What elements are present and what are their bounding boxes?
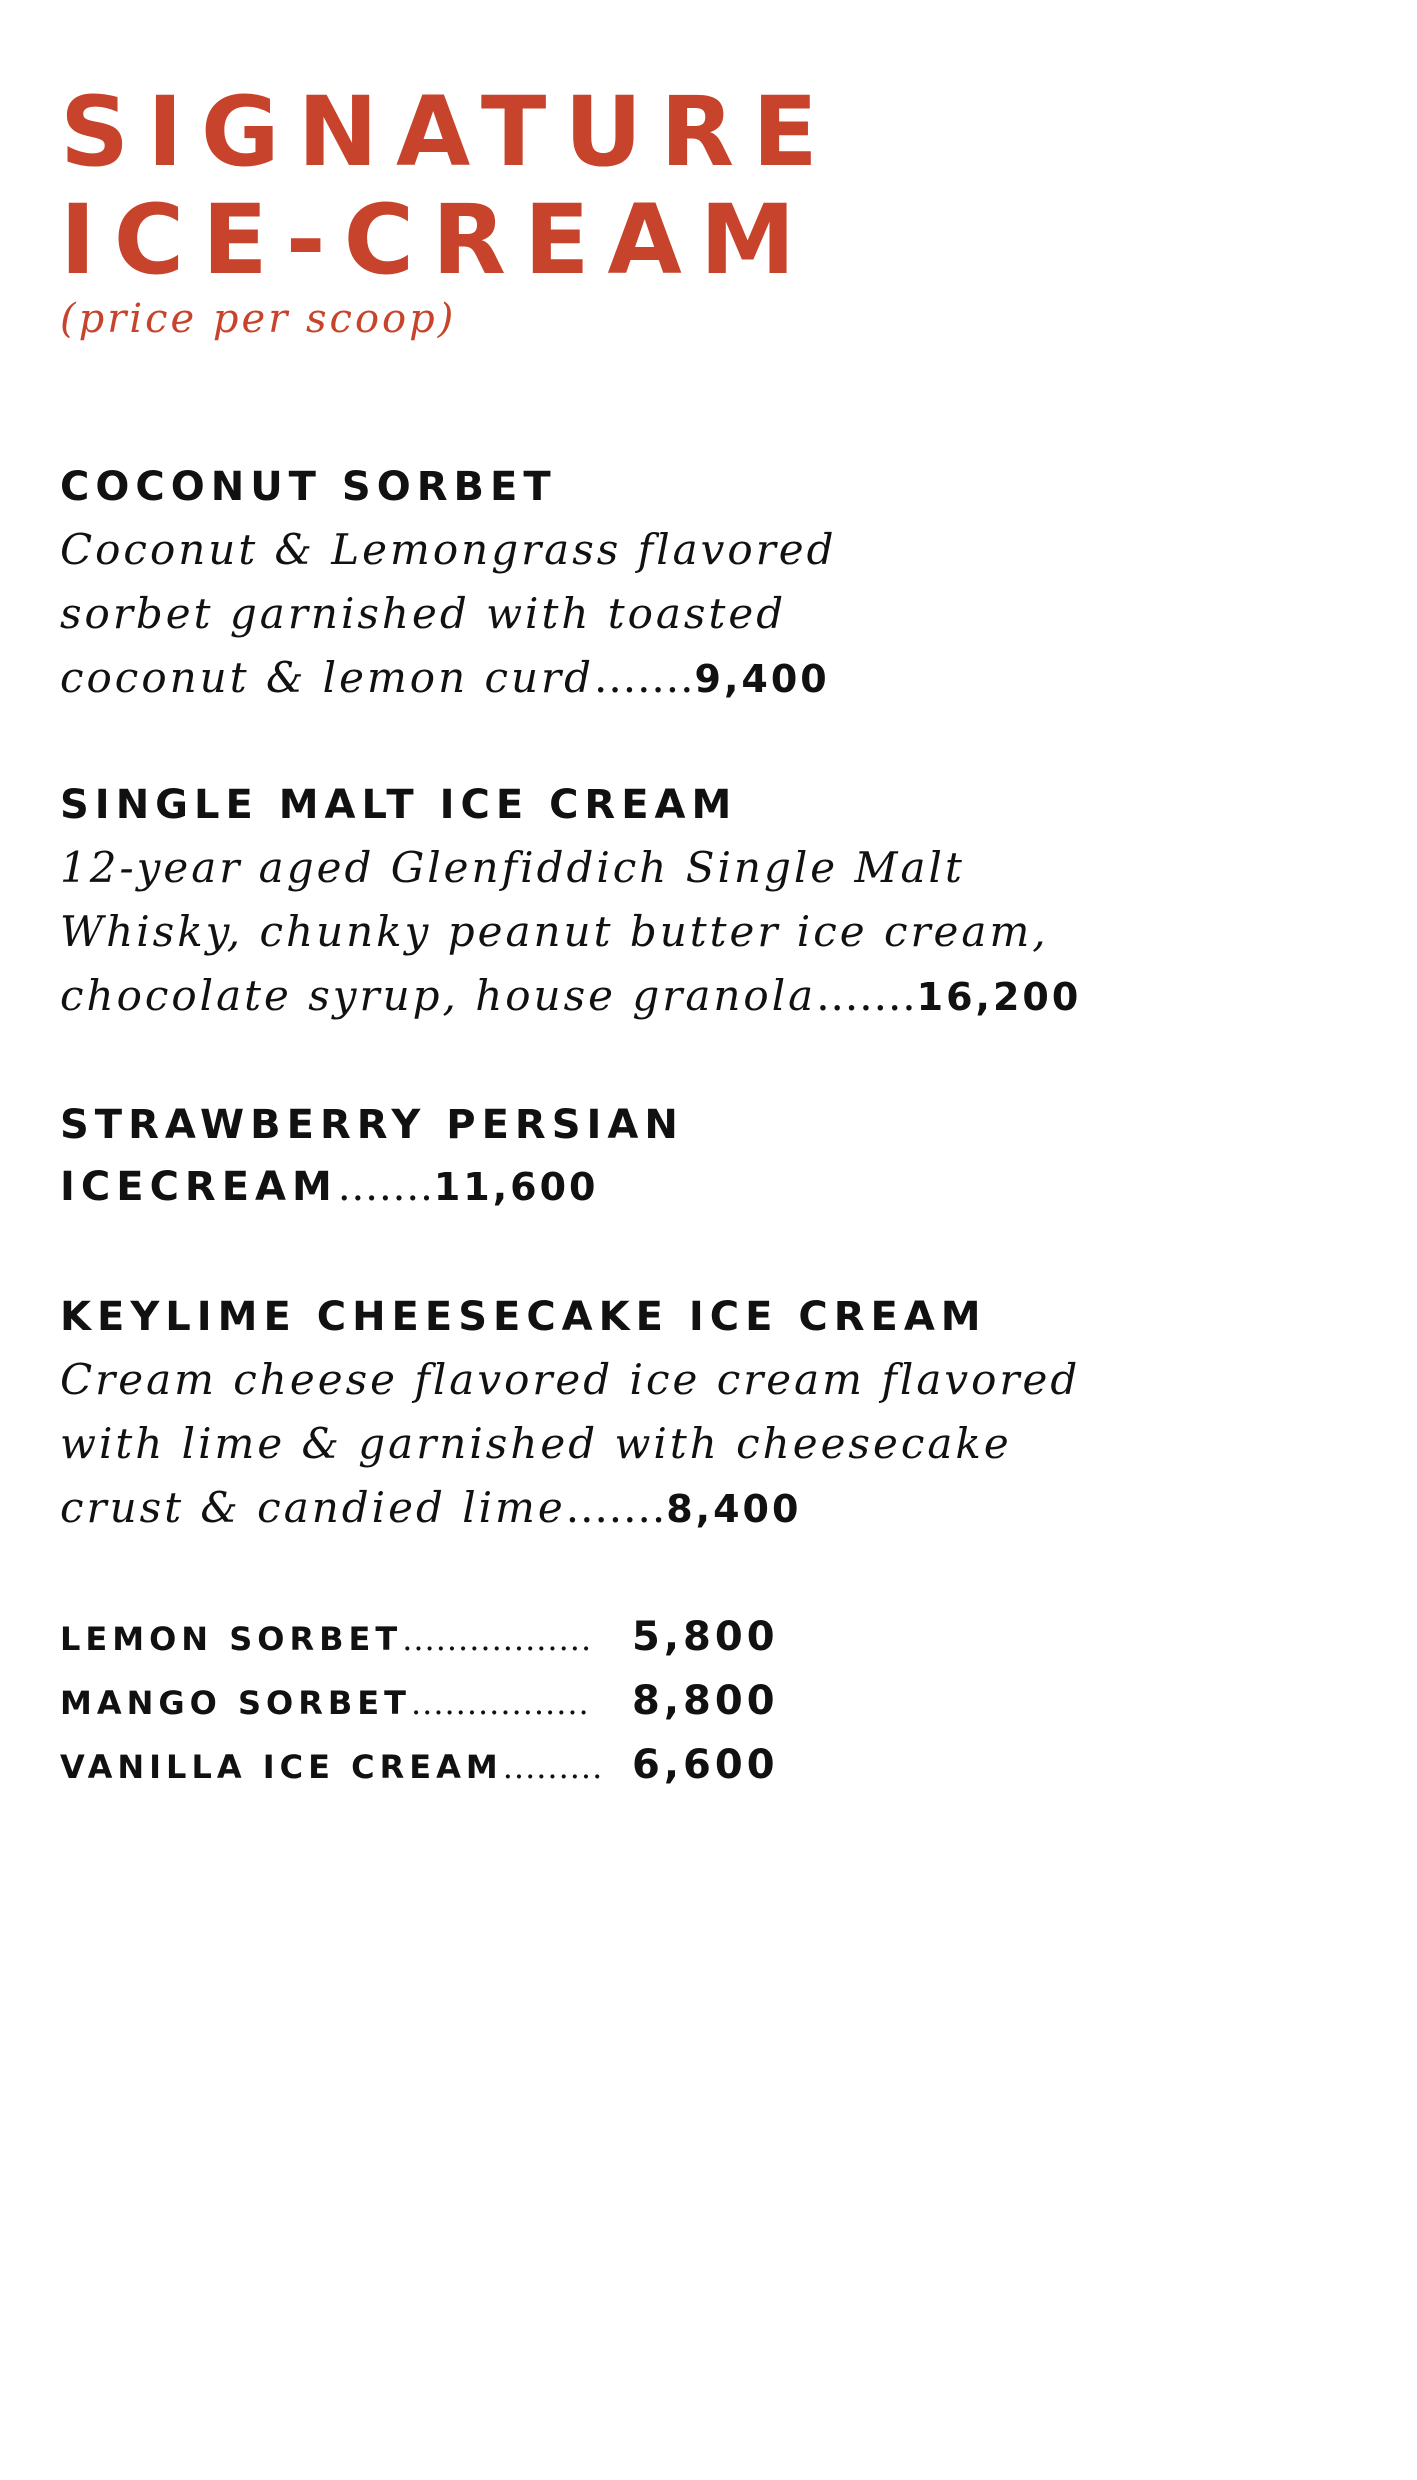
item-name: COCONUT SORBET [60, 464, 557, 510]
item-name-text: ICECREAM [60, 1164, 338, 1210]
list-item-name: MANGO SORBET [60, 1684, 411, 1722]
menu-title-line-1: SIGNATURE [60, 76, 836, 188]
item-description-line [60, 964, 1160, 1029]
leader-dots: ....... [816, 971, 917, 1020]
item-description-text: crust & candied lime [60, 1483, 566, 1532]
list-item-price: 8,800 [632, 1678, 779, 1724]
list-item-name-wrap [60, 1684, 590, 1722]
item-name-line: STRAWBERRY PERSIAN [60, 1102, 684, 1148]
item-description [60, 1348, 1160, 1541]
list-item-price: 6,600 [632, 1742, 779, 1788]
item-description-line: Coconut & Lemongrass flavored [60, 525, 837, 574]
menu-item-strawberry-persian [60, 1094, 1160, 1218]
item-price: 9,400 [694, 657, 830, 701]
item-price: 8,400 [666, 1487, 802, 1531]
item-description-line [60, 646, 1160, 711]
item-description-line: with lime & garnished with cheesecake [60, 1419, 1012, 1468]
leader-dots: ....... [565, 1483, 667, 1532]
item-description-line: Cream cheese flavored ice cream flavored [60, 1355, 1081, 1404]
item-description-text: chocolate syrup, house granola [60, 971, 817, 1020]
leader-dots: ....... [594, 653, 695, 702]
leader-dots: ......... [502, 1748, 604, 1786]
list-item [60, 1676, 960, 1740]
item-description-text: coconut & lemon curd [60, 653, 595, 702]
list-item-name-wrap [60, 1620, 592, 1658]
item-description [60, 836, 1160, 1029]
list-item-name: VANILLA ICE CREAM [60, 1748, 503, 1786]
list-item [60, 1612, 960, 1676]
list-item-name: LEMON SORBET [60, 1620, 403, 1658]
menu-title-line-2: ICE-CREAM [60, 184, 814, 296]
leader-dots: ................. [402, 1620, 593, 1658]
menu-item-single-malt [60, 774, 1160, 1029]
menu-item-coconut-sorbet [60, 456, 1160, 711]
list-item [60, 1740, 960, 1804]
item-description-line: Whisky, chunky peanut butter ice cream, [60, 907, 1049, 956]
item-description [60, 518, 1160, 711]
item-price: 11,600 [433, 1165, 599, 1209]
list-item-price: 5,800 [632, 1614, 779, 1660]
menu-item-keylime-cheesecake [60, 1286, 1160, 1541]
menu-title [60, 78, 836, 294]
simple-price-list [60, 1612, 960, 1804]
leader-dots: ................ [410, 1684, 590, 1722]
item-name-line [60, 1156, 1160, 1218]
menu-subtitle: (price per scoop) [60, 296, 457, 342]
item-description-line [60, 1476, 1160, 1541]
item-name: SINGLE MALT ICE CREAM [60, 782, 738, 828]
item-description-line: 12-year aged Glenfiddich Single Malt [60, 843, 965, 892]
item-name: KEYLIME CHEESECAKE ICE CREAM [60, 1294, 987, 1340]
item-price: 16,200 [916, 975, 1082, 1019]
leader-dots: ....... [337, 1164, 434, 1210]
list-item-name-wrap [60, 1748, 603, 1786]
item-description-line: sorbet garnished with toasted [60, 589, 787, 638]
